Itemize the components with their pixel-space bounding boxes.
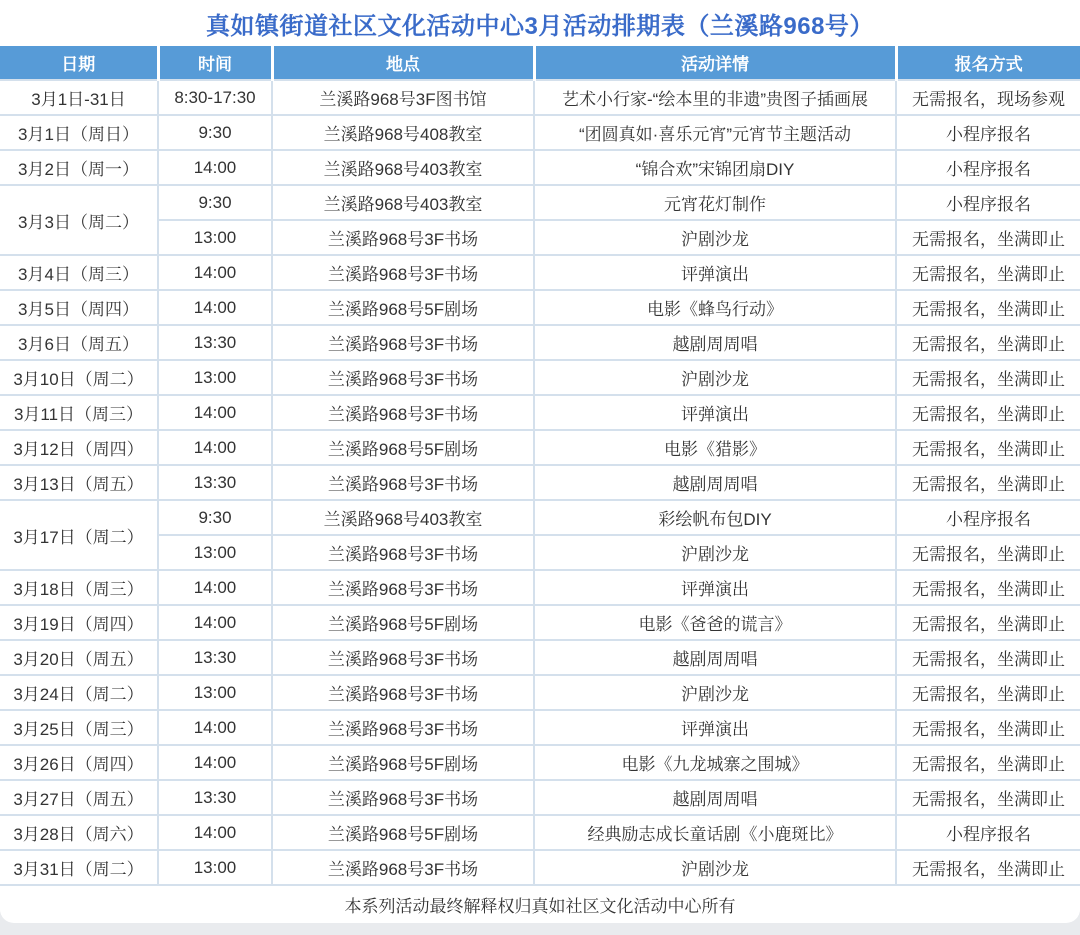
time-cell: 14:00 (158, 430, 272, 465)
table-row (0, 465, 1080, 500)
date-cell: 3月10日（周二） (0, 360, 158, 395)
date-cell: 3月19日（周四） (0, 605, 158, 640)
time-cell: 14:00 (158, 150, 272, 185)
location-cell: 兰溪路968号3F书场 (272, 640, 534, 675)
table-row (0, 430, 1080, 465)
table-header-row (0, 46, 1080, 80)
activity-cell: 电影《蜂鸟行动》 (534, 290, 896, 325)
registration-cell: 无需报名，现场参观 (896, 80, 1080, 115)
page-title: 真如镇街道社区文化活动中心3月活动排期表（兰溪路968号） (206, 12, 874, 40)
date-cell: 3月24日（周二） (0, 675, 158, 710)
activity-cell: 沪剧沙龙 (534, 675, 896, 710)
time-cell: 13:00 (158, 360, 272, 395)
date-cell: 3月4日（周三） (0, 255, 158, 290)
location-cell: 兰溪路968号3F书场 (272, 465, 534, 500)
footer-row (0, 885, 1080, 922)
table-row (0, 570, 1080, 605)
activity-cell: 沪剧沙龙 (534, 535, 896, 570)
table-row (0, 290, 1080, 325)
time-cell: 14:00 (158, 290, 272, 325)
location-cell: 兰溪路968号5F剧场 (272, 290, 534, 325)
table-row (0, 710, 1080, 745)
activity-cell: 元宵花灯制作 (534, 185, 896, 220)
table-row (0, 850, 1080, 885)
column-header-1: 时间 (158, 46, 272, 80)
location-cell: 兰溪路968号3F书场 (272, 710, 534, 745)
time-cell: 14:00 (158, 605, 272, 640)
registration-cell: 无需报名，坐满即止 (896, 325, 1080, 360)
time-cell: 8:30-17:30 (158, 80, 272, 115)
date-cell: 3月12日（周四） (0, 430, 158, 465)
activity-cell: 评弹演出 (534, 255, 896, 290)
registration-cell: 小程序报名 (896, 815, 1080, 850)
activity-cell: 越剧周周唱 (534, 780, 896, 815)
date-cell: 3月31日（周二） (0, 850, 158, 885)
time-cell: 13:00 (158, 535, 272, 570)
registration-cell: 无需报名，坐满即止 (896, 395, 1080, 430)
activity-cell: 沪剧沙龙 (534, 850, 896, 885)
registration-cell: 无需报名，坐满即止 (896, 850, 1080, 885)
column-header-3: 活动详情 (534, 46, 896, 80)
date-cell: 3月1日-31日 (0, 80, 158, 115)
registration-cell: 无需报名，坐满即止 (896, 465, 1080, 500)
table-row (0, 745, 1080, 780)
registration-cell: 小程序报名 (896, 185, 1080, 220)
table-row (0, 605, 1080, 640)
time-cell: 14:00 (158, 815, 272, 850)
table-row (0, 675, 1080, 710)
date-cell: 3月18日（周三） (0, 570, 158, 605)
schedule-table (0, 46, 1080, 922)
activity-cell: “锦合欢”宋锦团扇DIY (534, 150, 896, 185)
column-header-2: 地点 (272, 46, 534, 80)
table-row (0, 220, 1080, 255)
location-cell: 兰溪路968号3F书场 (272, 255, 534, 290)
location-cell: 兰溪路968号3F书场 (272, 220, 534, 255)
table-row (0, 640, 1080, 675)
activity-cell: 越剧周周唱 (534, 465, 896, 500)
registration-cell: 小程序报名 (896, 500, 1080, 535)
location-cell: 兰溪路968号3F书场 (272, 780, 534, 815)
location-cell: 兰溪路968号403教室 (272, 500, 534, 535)
registration-cell: 无需报名，坐满即止 (896, 255, 1080, 290)
table-row (0, 360, 1080, 395)
location-cell: 兰溪路968号403教室 (272, 185, 534, 220)
table-row (0, 115, 1080, 150)
table-row (0, 185, 1080, 220)
time-cell: 14:00 (158, 570, 272, 605)
registration-cell: 无需报名，坐满即止 (896, 710, 1080, 745)
registration-cell: 小程序报名 (896, 115, 1080, 150)
activity-cell: 越剧周周唱 (534, 325, 896, 360)
time-cell: 9:30 (158, 185, 272, 220)
time-cell: 14:00 (158, 745, 272, 780)
table-row (0, 325, 1080, 360)
location-cell: 兰溪路968号3F书场 (272, 360, 534, 395)
location-cell: 兰溪路968号3F书场 (272, 675, 534, 710)
registration-cell: 无需报名，坐满即止 (896, 360, 1080, 395)
table-row (0, 780, 1080, 815)
column-header-4: 报名方式 (896, 46, 1080, 80)
date-cell: 3月26日（周四） (0, 745, 158, 780)
time-cell: 13:30 (158, 780, 272, 815)
date-cell: 3月28日（周六） (0, 815, 158, 850)
date-cell: 3月20日（周五） (0, 640, 158, 675)
table-row (0, 815, 1080, 850)
activity-cell: 电影《爸爸的谎言》 (534, 605, 896, 640)
registration-cell: 无需报名，坐满即止 (896, 535, 1080, 570)
location-cell: 兰溪路968号3F书场 (272, 570, 534, 605)
date-cell: 3月6日（周五） (0, 325, 158, 360)
activity-cell: 越剧周周唱 (534, 640, 896, 675)
activity-cell: 电影《猎影》 (534, 430, 896, 465)
activity-cell: 沪剧沙龙 (534, 360, 896, 395)
registration-cell: 无需报名，坐满即止 (896, 430, 1080, 465)
time-cell: 9:30 (158, 500, 272, 535)
activity-cell: 评弹演出 (534, 710, 896, 745)
location-cell: 兰溪路968号5F剧场 (272, 430, 534, 465)
registration-cell: 无需报名，坐满即止 (896, 780, 1080, 815)
activity-cell: “团圆真如·喜乐元宵”元宵节主题活动 (534, 115, 896, 150)
activity-cell: 彩绘帆布包DIY (534, 500, 896, 535)
location-cell: 兰溪路968号403教室 (272, 150, 534, 185)
registration-cell: 无需报名，坐满即止 (896, 570, 1080, 605)
location-cell: 兰溪路968号3F书场 (272, 395, 534, 430)
location-cell: 兰溪路968号5F剧场 (272, 745, 534, 780)
registration-cell: 无需报名，坐满即止 (896, 290, 1080, 325)
registration-cell: 无需报名，坐满即止 (896, 605, 1080, 640)
location-cell: 兰溪路968号5F剧场 (272, 815, 534, 850)
registration-cell: 无需报名，坐满即止 (896, 675, 1080, 710)
time-cell: 13:00 (158, 675, 272, 710)
table-row (0, 395, 1080, 430)
activity-cell: 评弹演出 (534, 570, 896, 605)
time-cell: 13:30 (158, 640, 272, 675)
registration-cell: 无需报名，坐满即止 (896, 220, 1080, 255)
activity-cell: 经典励志成长童话剧《小鹿斑比》 (534, 815, 896, 850)
footer-note: 本系列活动最终解释权归真如社区文化活动中心所有 (0, 885, 1080, 922)
location-cell: 兰溪路968号3F书场 (272, 535, 534, 570)
location-cell: 兰溪路968号408教室 (272, 115, 534, 150)
date-cell: 3月3日（周二） (0, 185, 158, 255)
date-cell: 3月13日（周五） (0, 465, 158, 500)
time-cell: 9:30 (158, 115, 272, 150)
table-row (0, 500, 1080, 535)
table-row (0, 150, 1080, 185)
time-cell: 13:00 (158, 850, 272, 885)
activity-cell: 电影《九龙城寨之围城》 (534, 745, 896, 780)
table-row (0, 80, 1080, 115)
column-header-0: 日期 (0, 46, 158, 80)
location-cell: 兰溪路968号3F书场 (272, 850, 534, 885)
date-cell: 3月2日（周一） (0, 150, 158, 185)
registration-cell: 无需报名，坐满即止 (896, 745, 1080, 780)
time-cell: 13:30 (158, 325, 272, 360)
registration-cell: 无需报名，坐满即止 (896, 640, 1080, 675)
time-cell: 14:00 (158, 395, 272, 430)
time-cell: 13:30 (158, 465, 272, 500)
date-cell: 3月17日（周二） (0, 500, 158, 570)
location-cell: 兰溪路968号5F剧场 (272, 605, 534, 640)
date-cell: 3月11日（周三） (0, 395, 158, 430)
date-cell: 3月25日（周三） (0, 710, 158, 745)
time-cell: 14:00 (158, 710, 272, 745)
activity-cell: 沪剧沙龙 (534, 220, 896, 255)
date-cell: 3月1日（周日） (0, 115, 158, 150)
location-cell: 兰溪路968号3F书场 (272, 325, 534, 360)
time-cell: 13:00 (158, 220, 272, 255)
table-row (0, 535, 1080, 570)
date-cell: 3月5日（周四） (0, 290, 158, 325)
table-row (0, 255, 1080, 290)
activity-cell: 评弹演出 (534, 395, 896, 430)
time-cell: 14:00 (158, 255, 272, 290)
location-cell: 兰溪路968号3F图书馆 (272, 80, 534, 115)
date-cell: 3月27日（周五） (0, 780, 158, 815)
registration-cell: 小程序报名 (896, 150, 1080, 185)
activity-cell: 艺术小行家-“绘本里的非遗”贵图子插画展 (534, 80, 896, 115)
